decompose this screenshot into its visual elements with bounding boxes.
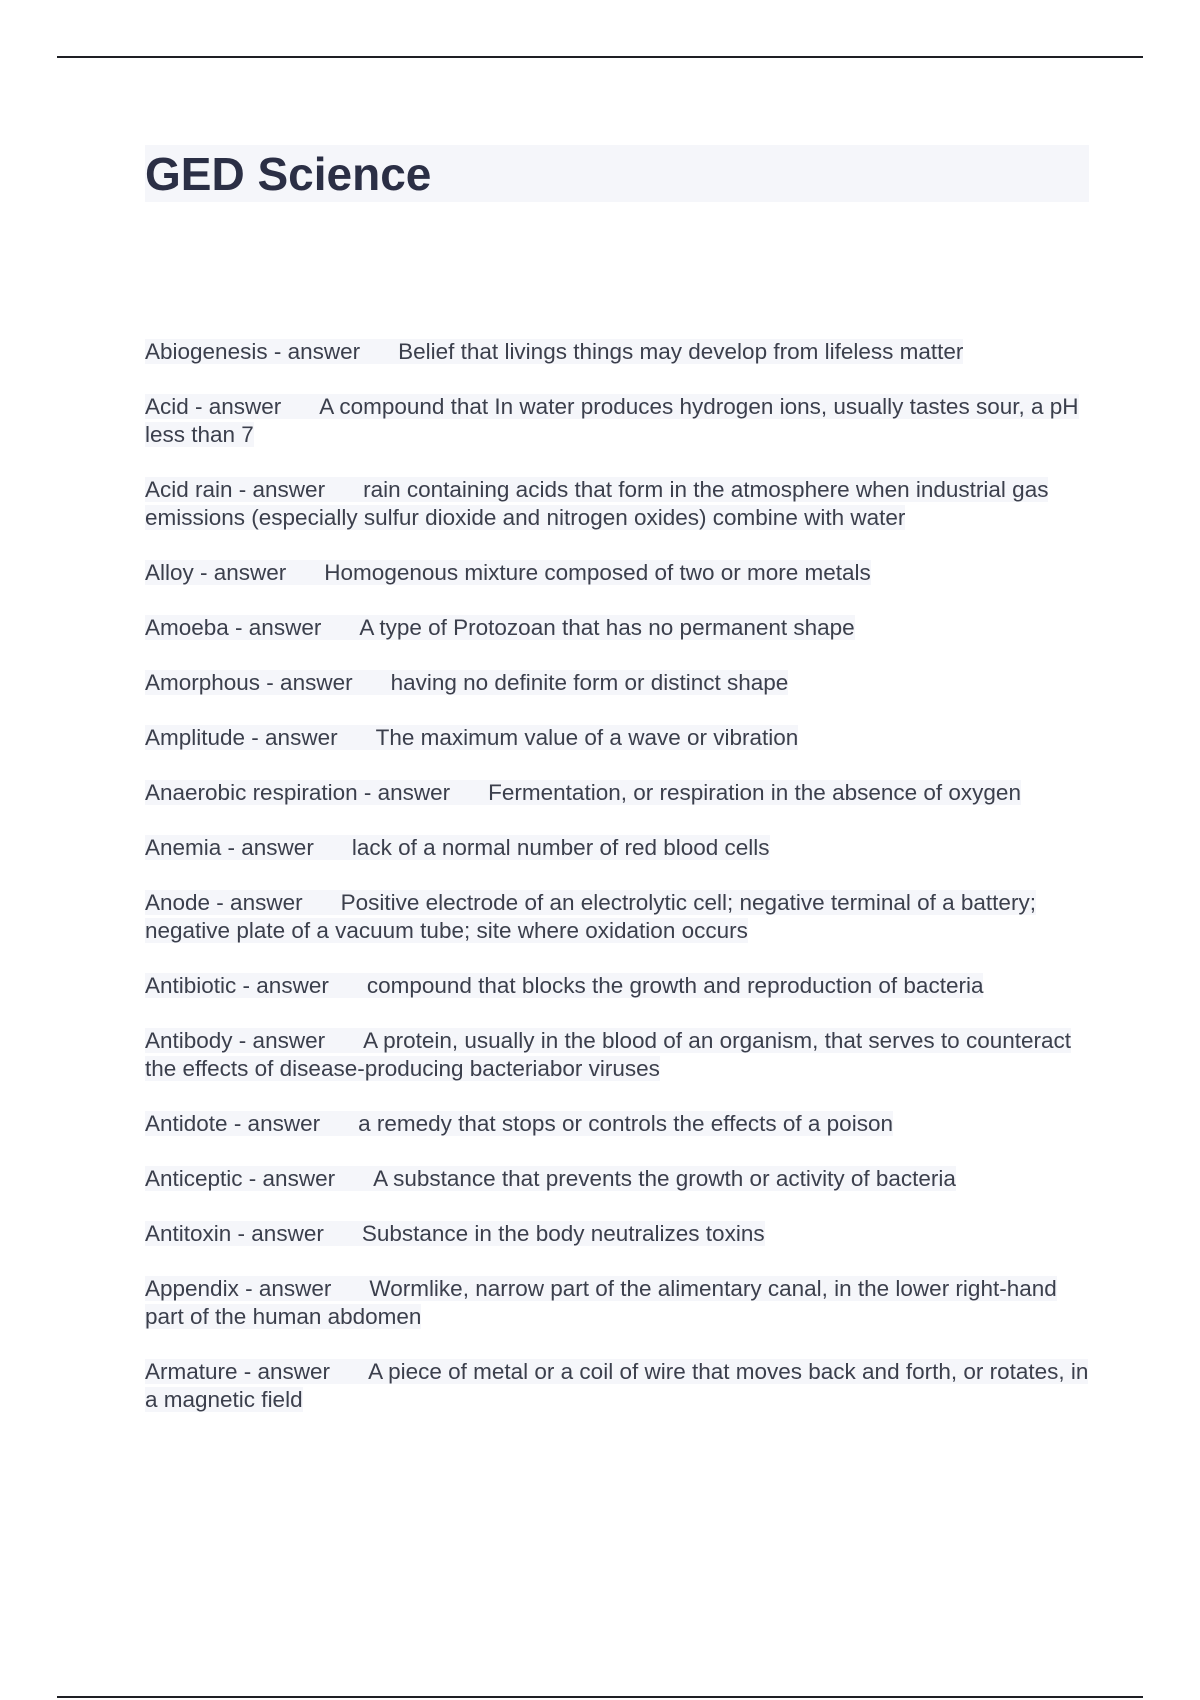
glossary-entry xyxy=(145,834,1095,862)
entry-term: Antibody - answer xyxy=(145,1028,326,1053)
entry-definition: The maximum value of a wave or vibration xyxy=(375,725,799,750)
glossary-entry xyxy=(145,972,1095,1000)
entry-term: Antibiotic - answer xyxy=(145,973,329,998)
entry-definition: Positive electrode of an electrolytic cell; negative terminal of a battery; negative plate of a vacuum tube; site where oxidation occurs xyxy=(145,890,1036,943)
entry-definition: A piece of metal or a coil of wire that moves back and forth, or rotates, in a magnetic field xyxy=(145,1359,1089,1412)
entry-term: Amorphous - answer xyxy=(145,670,353,695)
glossary-entry xyxy=(145,476,1095,532)
glossary-list xyxy=(145,338,1095,1441)
entry-term: Amoeba - answer xyxy=(145,615,322,640)
entry-term: Anode - answer xyxy=(145,890,303,915)
glossary-entry xyxy=(145,724,1095,752)
glossary-entry xyxy=(145,669,1095,697)
entry-term: Acid - answer xyxy=(145,394,282,419)
entry-definition: A type of Protozoan that has no permanent shape xyxy=(359,615,855,640)
glossary-entry xyxy=(145,1110,1095,1138)
glossary-entry xyxy=(145,393,1095,449)
title-block xyxy=(145,145,1089,202)
glossary-entry xyxy=(145,1027,1095,1083)
entry-term: Antitoxin - answer xyxy=(145,1221,324,1246)
entry-definition: rain containing acids that form in the atmosphere when industrial gas emissions (especially sulfur dioxide and nitrogen oxides) combine with water xyxy=(145,477,1049,530)
glossary-entry xyxy=(145,1165,1095,1193)
glossary-entry xyxy=(145,614,1095,642)
entry-definition: A protein, usually in the blood of an organism, that serves to counteract the effects of disease-producing bacteriabor viruses xyxy=(145,1028,1072,1081)
entry-term: Alloy - answer xyxy=(145,560,287,585)
entry-term: Anaerobic respiration - answer xyxy=(145,780,451,805)
entry-term: Amplitude - answer xyxy=(145,725,338,750)
entry-definition: Belief that livings things may develop from lifeless matter xyxy=(398,339,964,364)
entry-definition: A compound that In water produces hydrogen ions, usually tastes sour, a pH less than 7 xyxy=(145,394,1079,447)
entry-term: Appendix - answer xyxy=(145,1276,332,1301)
glossary-entry xyxy=(145,779,1095,807)
entry-definition: Homogenous mixture composed of two or more metals xyxy=(324,560,871,585)
bottom-rule xyxy=(57,1696,1143,1698)
entry-definition: a remedy that stops or controls the effects of a poison xyxy=(358,1111,893,1136)
glossary-entry xyxy=(145,1358,1095,1414)
entry-definition: compound that blocks the growth and reproduction of bacteria xyxy=(366,973,984,998)
entry-definition: having no definite form or distinct shape xyxy=(390,670,789,695)
glossary-entry xyxy=(145,559,1095,587)
entry-definition: Wormlike, narrow part of the alimentary canal, in the lower right-hand part of the human abdomen xyxy=(145,1276,1057,1329)
entry-term: Antidote - answer xyxy=(145,1111,321,1136)
page-title: GED Science xyxy=(145,148,432,200)
top-rule xyxy=(57,56,1143,58)
entry-definition: A substance that prevents the growth or activity of bacteria xyxy=(373,1166,956,1191)
entry-definition: lack of a normal number of red blood cells xyxy=(351,835,770,860)
entry-term: Acid rain - answer xyxy=(145,477,326,502)
glossary-entry xyxy=(145,338,1095,366)
glossary-entry xyxy=(145,1275,1095,1331)
entry-term: Armature - answer xyxy=(145,1359,331,1384)
entry-term: Anticeptic - answer xyxy=(145,1166,336,1191)
entry-definition: Substance in the body neutralizes toxins xyxy=(361,1221,765,1246)
entry-definition: Fermentation, or respiration in the absence of oxygen xyxy=(488,780,1021,805)
glossary-entry xyxy=(145,1220,1095,1248)
entry-term: Abiogenesis - answer xyxy=(145,339,361,364)
entry-term: Anemia - answer xyxy=(145,835,314,860)
glossary-entry xyxy=(145,889,1095,945)
